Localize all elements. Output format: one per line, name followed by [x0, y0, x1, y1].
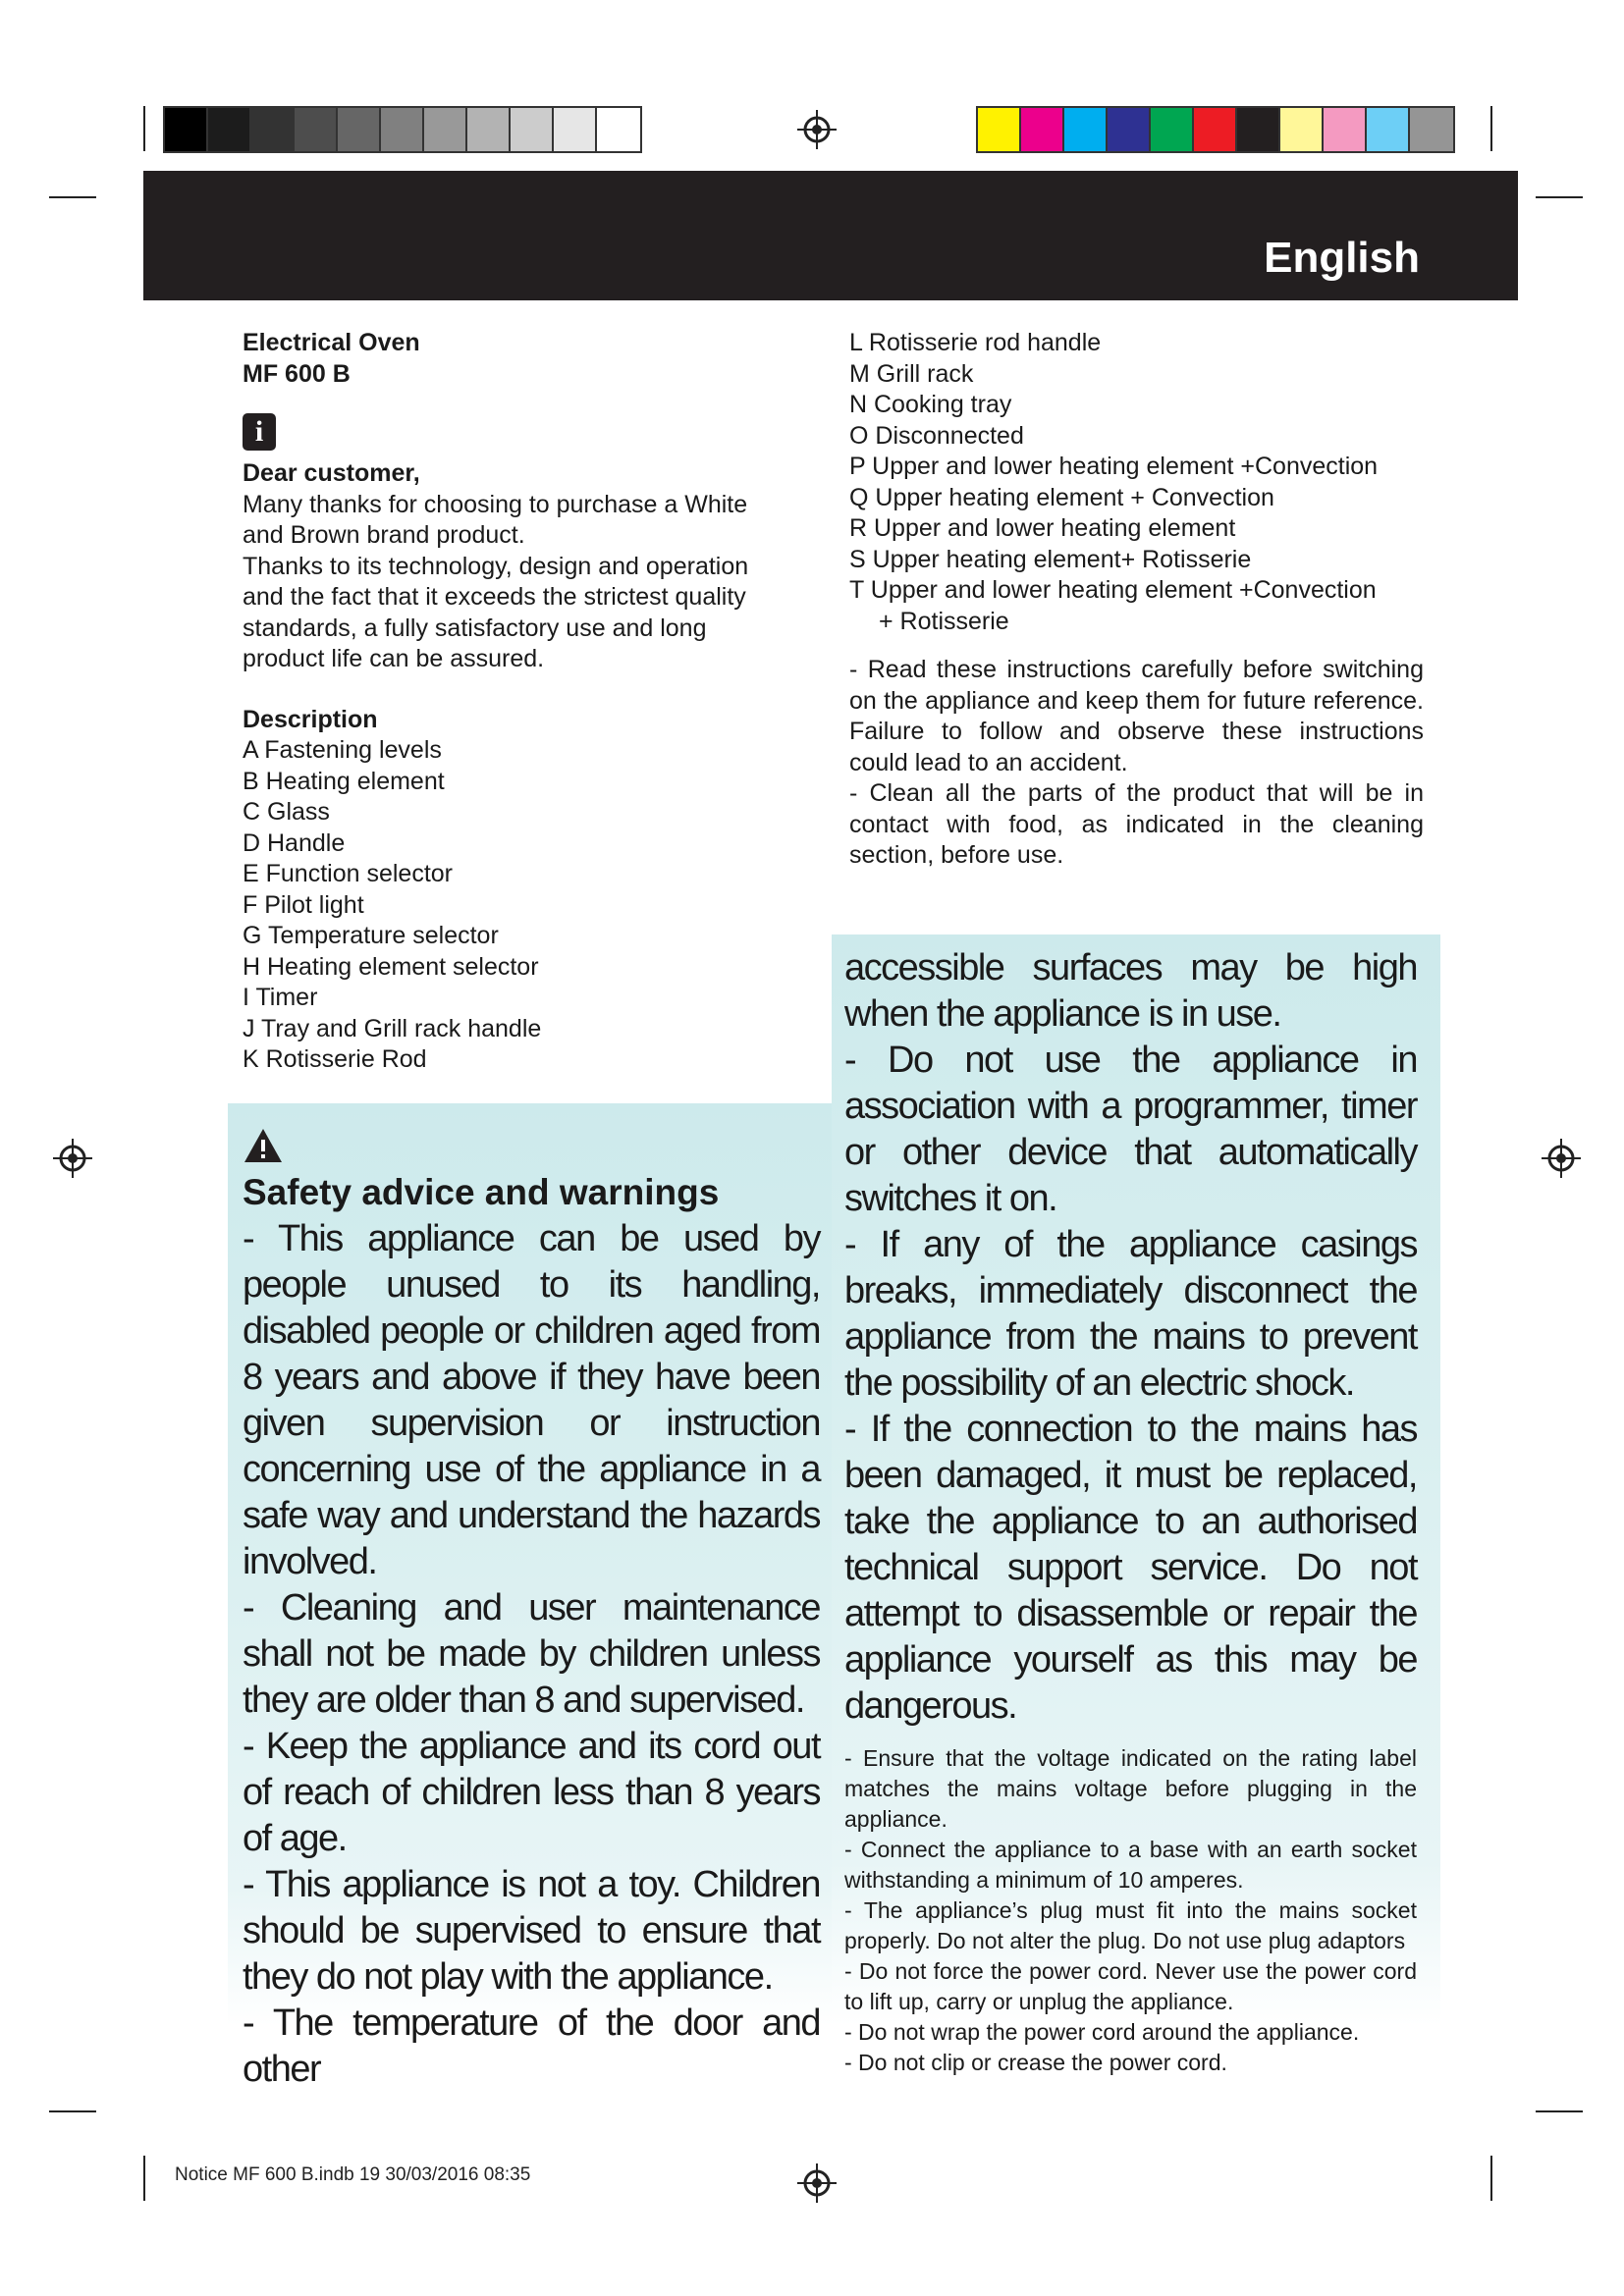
crop-mark	[49, 2110, 96, 2112]
color-swatch	[208, 108, 251, 151]
safety-note: - Connect the appliance to a base with an earth socket withstanding a minimum of 10 amperes.	[844, 1837, 1417, 1893]
safety-right-text	[844, 945, 1417, 1730]
description-item: A Fastening levels	[243, 736, 442, 764]
intro-paragraph: Many thanks for choosing to purchase a White and Brown brand product.	[243, 490, 748, 549]
language-label: English	[1264, 234, 1420, 282]
crop-mark	[1536, 196, 1583, 198]
right-column	[849, 328, 1424, 872]
crop-mark	[1490, 106, 1492, 151]
description-item: E Function selector	[243, 860, 453, 887]
color-swatch	[1194, 108, 1237, 151]
header-band	[143, 171, 1518, 300]
crop-mark	[1490, 2156, 1492, 2201]
color-swatch	[1108, 108, 1151, 151]
safety-note: - Do not wrap the power cord around the appliance.	[844, 2019, 1360, 2045]
registration-mark-icon	[795, 2162, 839, 2205]
safety-paragraph: accessible surfaces may be high when the appliance is in use.	[844, 947, 1417, 1035]
description-item: B Heating element	[243, 767, 445, 795]
description-item: L Rotisserie rod handle	[849, 329, 1102, 356]
safety-paragraph: - This appliance can be used by people unused to its handling, disabled people or children aged from 8 years and above if they have been given supervision or instruction concerning use of the appliance in a safe way and understand the hazards involved.	[243, 1218, 820, 1582]
safety-paragraph: - Cleaning and user maintenance shall not be made by children unless they are older than 8 and supervised.	[243, 1587, 820, 1721]
color-swatch	[1280, 108, 1324, 151]
color-swatch	[295, 108, 338, 151]
color-swatch	[1367, 108, 1410, 151]
description-item: T Upper and lower heating element +Convection	[849, 576, 1377, 604]
color-swatch	[381, 108, 424, 151]
color-swatch	[251, 108, 295, 151]
color-swatch	[554, 108, 597, 151]
warning-icon	[243, 1127, 284, 1164]
safety-paragraph: - Keep the appliance and its cord out of reach of children less than 8 years of age.	[243, 1726, 820, 1859]
safety-paragraph: - Do not use the appliance in association with a programmer, timer or other device that automatically switches it on.	[844, 1040, 1417, 1219]
description-item: N Cooking tray	[849, 391, 1012, 418]
safety-paragraph: - If the connection to the mains has been damaged, it must be replaced, take the appliance to an authorised technical support service. Do not attempt to disassemble or repair the appliance yourself as this may be dangerous.	[844, 1409, 1417, 1727]
grayscale-calibration-bar	[163, 106, 642, 153]
note-paragraph: - Read these instructions carefully before switching on the appliance and keep them for future reference. Failure to follow and observe these instructions could lead to an accident.	[849, 656, 1424, 776]
intro-paragraph: Thanks to its technology, design and operation and the fact that it exceeds the strictest quality standards, a fully satisfactory use and long product life can be assured.	[243, 552, 749, 672]
color-swatch	[338, 108, 381, 151]
safety-note: - Do not force the power cord. Never use the power cord to lift up, carry or unplug the appliance.	[844, 1958, 1417, 2014]
description-item: Q Upper heating element + Convection	[849, 483, 1274, 511]
description-item: K Rotisserie Rod	[243, 1045, 427, 1073]
description-item: R Upper and lower heating element	[849, 514, 1236, 542]
color-swatch	[424, 108, 467, 151]
color-swatch	[1410, 108, 1453, 151]
color-swatch	[165, 108, 208, 151]
description-item: I Timer	[243, 984, 318, 1011]
description-item: G Temperature selector	[243, 922, 499, 949]
description-item: O Disconnected	[849, 421, 1024, 450]
color-swatch	[978, 108, 1021, 151]
safety-paragraph: - If any of the appliance casings breaks, immediately disconnect the appliance from the mains to prevent the possibility of an electric shock.	[844, 1224, 1417, 1404]
safety-note: - Ensure that the voltage indicated on the rating label matches the mains voltage before plugging in the appliance.	[844, 1745, 1417, 1832]
crop-mark	[1536, 2110, 1583, 2112]
safety-small-text	[844, 1743, 1417, 2078]
safety-left-text	[243, 1216, 820, 2093]
color-swatch	[1151, 108, 1194, 151]
greeting: Dear customer,	[243, 459, 420, 487]
description-item: J Tray and Grill rack handle	[243, 1014, 542, 1042]
safety-paragraph: - The temperature of the door and other	[243, 2002, 820, 2090]
safety-note: - The appliance’s plug must fit into the mains socket properly. Do not alter the plug. Do not use plug adaptors	[844, 1897, 1417, 1953]
color-swatch	[1021, 108, 1064, 151]
color-calibration-bar	[976, 106, 1455, 153]
crop-mark	[143, 2156, 145, 2201]
description-item: + Rotisserie	[879, 607, 1009, 635]
crop-mark	[49, 196, 96, 198]
note-paragraph: - Clean all the parts of the product that will be in contact with food, as indicated in the cleaning section, before use.	[849, 779, 1424, 869]
print-slug: Notice MF 600 B.indb 19 30/03/2016 08:35	[175, 2164, 531, 2185]
description-item: C Glass	[243, 798, 330, 826]
info-icon: i	[243, 413, 276, 451]
description-item: D Handle	[243, 828, 346, 857]
color-swatch	[1237, 108, 1280, 151]
registration-mark-icon	[1540, 1137, 1583, 1180]
color-swatch	[467, 108, 511, 151]
safety-note: - Do not clip or crease the power cord.	[844, 2050, 1227, 2075]
color-swatch	[597, 108, 640, 151]
description-item: M Grill rack	[849, 359, 974, 388]
product-model: MF 600 B	[243, 359, 351, 388]
safety-heading: Safety advice and warnings	[243, 1172, 720, 1212]
product-title: Electrical Oven	[243, 329, 420, 356]
color-swatch	[1064, 108, 1108, 151]
safety-paragraph: - This appliance is not a toy. Children should be supervised to ensure that they do not play with the appliance.	[243, 1864, 820, 1998]
safety-right-column	[844, 945, 1417, 2078]
description-item: P Upper and lower heating element +Convection	[849, 453, 1379, 480]
color-swatch	[1324, 108, 1367, 151]
description-heading: Description	[243, 705, 378, 733]
crop-mark	[143, 106, 145, 151]
description-item: S Upper heating element+ Rotisserie	[849, 545, 1252, 573]
description-item: F Pilot light	[243, 890, 364, 919]
registration-mark-icon	[795, 108, 839, 151]
color-swatch	[511, 108, 554, 151]
description-item: H Heating element selector	[243, 952, 539, 981]
left-column	[243, 328, 792, 1076]
registration-mark-icon	[51, 1137, 94, 1180]
safety-left-column	[243, 1127, 820, 2093]
